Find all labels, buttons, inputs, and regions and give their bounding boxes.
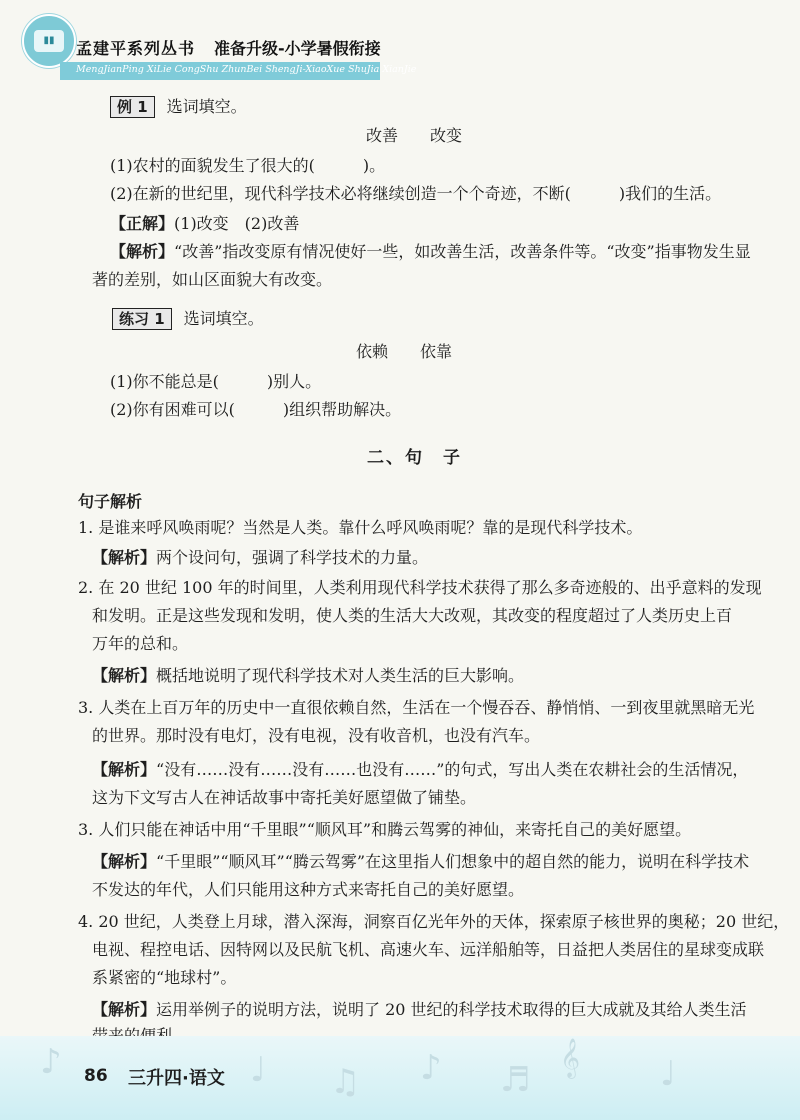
analysis-text: 运用举例子的说明方法，说明了 20 世纪的科学技术取得的巨大成就及其给人类生活 xyxy=(156,1000,747,1019)
analysis-tag: 【解析】 xyxy=(92,1000,157,1019)
section-title: 二、句 子 xyxy=(367,448,462,468)
logo-book-icon: ▮▮ xyxy=(34,30,64,52)
sentence-2-line-3: 万年的总和。 xyxy=(92,634,189,653)
footer-band xyxy=(0,1036,800,1120)
exercise-instruction: 选词填空。 xyxy=(183,309,264,328)
music-note-icon: ♬ xyxy=(500,1060,531,1100)
analysis-tag: 【解析】 xyxy=(92,852,157,871)
sentence-1-line-1: 1. 是谁来呼风唤雨呢？当然是人类。靠什么呼风唤雨呢？靠的是现代科学技术。 xyxy=(78,518,643,537)
section-subtitle: 句子解析 xyxy=(78,492,143,511)
treble-clef-icon: 𝄞 xyxy=(560,1038,581,1078)
sentence-5-line-1: 4. 20 世纪，人类登上月球，潜入深海，洞察百亿光年外的天体，探索原子核世界的奥秘；20 世纪， xyxy=(78,912,790,931)
example-question-1: (1)农村的面貌发生了很大的( )。 xyxy=(110,156,386,175)
sentence-3-line-1: 3. 人类在上百万年的历史中一直很依赖自然，生活在一个慢吞吞、静悄悄、一到夜里就黑暗无光 xyxy=(78,698,755,717)
series-title: 孟建平系列丛书 xyxy=(76,39,196,58)
answer-text: (1)改变 (2)改善 xyxy=(174,214,300,233)
exercise-heading xyxy=(112,308,264,330)
series-logo-icon xyxy=(22,14,76,68)
analysis-text: “改善”指改变原有情况使好一些，如改善生活，改善条件等。“改变”指事物发生显 xyxy=(174,242,751,261)
sentence-3-analysis-line-2: 这为下文写古人在神话故事中寄托美好愿望做了铺垫。 xyxy=(92,788,477,807)
exercise-question-1: (1)你不能总是( )别人。 xyxy=(110,372,322,391)
exercise-question-2: (2)你有困难可以( )组织帮助解决。 xyxy=(110,400,402,419)
music-note-icon: ♪ xyxy=(40,1042,62,1082)
answer-tag: 【正解】 xyxy=(110,214,175,233)
sentence-5-analysis xyxy=(92,1000,747,1020)
analysis-text: “千里眼”“顺风耳”“腾云驾雾”在这里指人们想象中的超自然的能力，说明在科学技术 xyxy=(156,852,750,871)
series-pinyin: MengJianPing XiLie CongShu ZhunBei ShengJi-XiaoXue ShuJia XianJie xyxy=(76,64,417,75)
example-label: 例 1 xyxy=(110,96,155,118)
sentence-5-line-2: 电视、程控电话、因特网以及民航飞机、高速火车、远洋船舶等，日益把人类居住的星球变成联 xyxy=(92,940,765,959)
sentence-5-line-3: 系紧密的“地球村”。 xyxy=(92,968,237,987)
analysis-tag: 【解析】 xyxy=(92,666,157,685)
music-note-icon: ♫ xyxy=(330,1062,361,1102)
analysis-tag: 【解析】 xyxy=(110,242,175,261)
exercise-word-choices: 依赖 依靠 xyxy=(356,342,453,361)
analysis-tag: 【解析】 xyxy=(92,548,157,567)
exercise-label: 练习 1 xyxy=(112,308,172,330)
example-answer xyxy=(110,214,299,234)
series-name: 准备升级-小学暑假衔接 xyxy=(214,39,381,58)
analysis-tag: 【解析】 xyxy=(92,760,157,779)
sentence-3-analysis xyxy=(92,760,748,780)
music-note-icon: ♩ xyxy=(660,1054,677,1094)
example-analysis-line xyxy=(110,242,751,262)
music-note-icon: ♪ xyxy=(420,1048,442,1088)
sentence-4-line-1: 3. 人们只能在神话中用“千里眼”“顺风耳”和腾云驾雾的神仙，来寄托自己的美好愿望。 xyxy=(78,820,692,839)
example-instruction: 选词填空。 xyxy=(166,97,247,116)
sentence-2-line-1: 2. 在 20 世纪 100 年的时间里，人类利用现代科学技术获得了那么多奇迹般的、出乎意料的发现 xyxy=(78,578,762,597)
sentence-2-analysis xyxy=(92,666,524,686)
analysis-text: 概括地说明了现代科学技术对人类生活的巨大影响。 xyxy=(156,666,525,685)
sentence-2-line-2: 和发明。正是这些发现和发明，使人类的生活大大改观，其改变的程度超过了人类历史上百 xyxy=(92,606,733,625)
sentence-1-analysis xyxy=(92,548,428,568)
sentence-3-line-2: 的世界。那时没有电灯，没有电视，没有收音机，也没有汽车。 xyxy=(92,726,541,745)
example-heading xyxy=(110,96,247,118)
example-question-2: (2)在新的世纪里，现代科学技术必将继续创造一个个奇迹，不断( )我们的生活。 xyxy=(110,184,722,203)
example-word-choices: 改善 改变 xyxy=(366,126,463,145)
music-note-icon: ♩ xyxy=(250,1050,267,1090)
page-number: 86 xyxy=(84,1066,108,1086)
book-label: 三升四·语文 xyxy=(128,1068,225,1089)
page-header xyxy=(0,0,800,90)
sentence-4-analysis-line-2: 不发达的年代，人们只能用这种方式来寄托自己的美好愿望。 xyxy=(92,880,525,899)
example-analysis-line-2: 著的差别，如山区面貌大有改变。 xyxy=(92,270,333,289)
sentence-4-analysis xyxy=(92,852,749,872)
analysis-text: 两个设问句，强调了科学技术的力量。 xyxy=(156,548,429,567)
analysis-text: “没有……没有……没有……也没有……”的句式，写出人类在农耕社会的生活情况， xyxy=(156,760,749,779)
